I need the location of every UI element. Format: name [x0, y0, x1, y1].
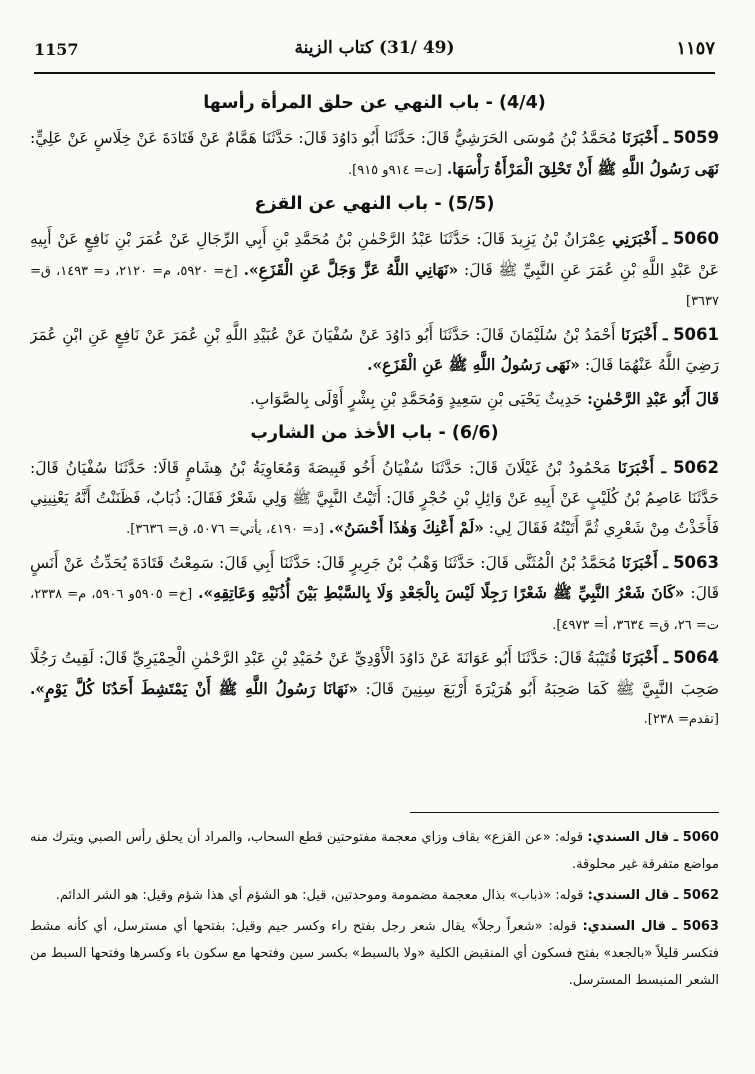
hadith-5059: [30, 123, 719, 185]
hadith-intro: ـ أَخْبَرَنَا: [621, 552, 668, 572]
chapter-heading: (5/5) - باب النهي عن القزع: [254, 194, 495, 214]
page-number-latin: 1157: [34, 40, 79, 59]
hadith-number: 5063: [673, 552, 719, 572]
hadith-matn: «نَهَى رَسُولُ اللَّهِ ﷺ عَنِ الْقَزَعِ».: [367, 355, 580, 374]
footnote-divider: [410, 812, 719, 813]
hadith-5064: [30, 643, 719, 735]
hadith-reference: [تقدم= ٢٣٨].: [643, 712, 719, 727]
hadith-number: 5060: [673, 229, 719, 248]
hadith-5063: [30, 548, 719, 641]
page-header: [34, 32, 715, 74]
hadith-text: مُحَمَّدُ بْنُ مُوسَى الحَرَشِيُّ قَالَ: حَدَّثَنَا أَبُو دَاوُدَ قَالَ: حَدَّثَنَا هَمَّامٌ عَنْ قَتَادَةَ عَنْ خِلَاسٍ عَنْ عَلِيٍّ:: [30, 129, 617, 147]
footnote: [30, 882, 719, 909]
hadith-intro: ـ أَخْبَرَنَا: [617, 458, 667, 477]
hadith-number: 5059: [673, 128, 719, 147]
footnote-text: قوله: «عن القزع» بقاف وزاي معجمة مفتوحتين قطع السحاب، والمراد أن يحلق رأس الصبي ويترك منه مواضع متفرقة غير محلوقة.: [30, 830, 719, 872]
hadith-matn: نَهَى رَسُولُ اللَّهِ ﷺ أَنْ تَحْلِقَ الْمَرْأَةُ رَأْسَهَا.: [446, 158, 719, 178]
chapter-heading: (6/6) - باب الأخذ من الشارب: [250, 423, 499, 443]
footnote-text: قوله: «شعراً رجلاً» يقال شعر رجل بفتح راء وكسر جيم وقيل: بفتحها أي مسترسل، أي كأنه مشط فتكسر قليلاً «بالجعد» بفتح فسكون أي المنقبض الكلية «ولا بالسبط» بكسر سين وفتحها مع سكون باء وكسرها وفتحها السبط من الشعر المنبسط المسترسل.: [30, 919, 719, 988]
footnote-head: 5060 ـ قال السندي:: [587, 830, 719, 845]
footnote-text: قوله: «ذباب» بذال معجمة مضمومة وموحدتين، قيل: هو الشؤم أي هذا شؤم وقيل: هو الشر الدائم.: [55, 888, 584, 903]
hadith-reference: [ت= ٩١٤و ٩١٥].: [348, 162, 442, 178]
footnote: [30, 824, 719, 878]
hadith-5062: [30, 453, 719, 545]
hadith-text: عِمْرَانُ بْنُ يَزِيدَ قَالَ: حَدَّثَنَا عَبْدُ الرَّحْمٰنِ بْنُ مُحَمَّدِ بْنِ أَبِي الرِّجَالِ عَنْ عُمَرَ بْنِ نَافِعٍ عَنْ أَبِيهِ عَنْ عَبْدِ اللَّهِ بْنِ عُمَرَ عَنِ النَّبِيِّ ﷺ قَالَ:: [30, 230, 719, 279]
hadith-matn: «نَهَانَا رَسُولُ اللَّهِ ﷺ أَنْ يَمْتَشِطَ أَحَدُنَا كُلَّ يَوْمٍ».: [30, 678, 359, 698]
page-number-arabic: ١١٥٧: [676, 38, 715, 59]
hadith-text: أَحْمَدُ بْنُ سُلَيْمَانَ قَالَ: حَدَّثَنَا أَبُو دَاوُدَ عَنْ سُفْيَانَ عَنْ عُبَيْدِ اللَّهِ بْنِ عُمَرَ عَنْ نَافِعٍ عَنِ ابْنِ عُمَرَ رَضِيَ اللَّهُ عَنْهُمَا قَالَ:: [30, 325, 719, 374]
hadith-intro: ـ أَخْبَرَنِي: [612, 229, 668, 248]
author-comment-text: حَدِيثُ يَحْيَى بْنِ سَعِيدٍ وَمُحَمَّدِ بْنِ بِشْرٍ أَوْلَى بِالصَّوَابِ.: [250, 389, 583, 408]
hadith-number: 5064: [673, 648, 719, 667]
hadith-reference: [د= ٤١٩٠، يأتي= ٥٠٧٦، ق= ٣٦٣٦].: [126, 522, 324, 537]
footnote-head: 5063 ـ قال السندي:: [582, 919, 719, 934]
hadith-intro: ـ أَخْبَرَنَا: [621, 128, 669, 147]
hadith-reference: [خ= ٥٩٠٥و ٥٩٠٦، م= ٢٣٣٨، ت= ٢٦، ق= ٣٦٣٤، أ= ٤٩٧٣].: [30, 587, 719, 633]
chapter-heading: (4/4) - باب النهي عن حلق المرأة رأسها: [203, 93, 546, 113]
hadith-matn: «نَهَانِي اللَّهُ عَزَّ وَجَلَّ عَنِ الْقَزَعِ».: [243, 259, 459, 279]
hadith-number: 5061: [673, 324, 719, 344]
footnote: [30, 913, 719, 994]
hadith-number: 5062: [673, 458, 719, 477]
hadith-text: مَحْمُودُ بْنُ غَيْلَانَ قَالَ: حَدَّثَنَا سُفْيَانُ أَخُو قَبِيصَةَ وَمُعَاوِيَةُ بْنُ هِشَامٍ قَالَا: حَدَّثَنَا سُفْيَانُ قَالَ: حَدَّثَنَا عَاصِمُ بْنُ كُلَيْبٍ عَنْ أَبِيهِ عَنْ وَائِلِ بْنِ حُجْرٍ قَالَ: أَتَيْتُ النَّبِيَّ ﷺ وَلِي شَعْرٌ فَقَالَ: ذُبَابٌ، فَظَنَنْتُ أَنَّهُ يَعْنِينِي فَأَخَذْتُ مِنْ شَعْرِي ثُمَّ أَتَيْتُهُ فَقَالَ لِي:: [30, 459, 719, 537]
hadith-5060: [30, 224, 719, 317]
author-comment: [30, 384, 719, 415]
hadith-matn: «كَانَ شَعْرُ النَّبِيِّ ﷺ شَعْرًا رَجِلًا لَيْسَ بِالْجَعْدِ وَلَا بِالسَّبْطِ بَيْنَ أُذُنَيْهِ وَعَاتِقِهِ».: [198, 583, 685, 602]
footnote-head: 5062 ـ قال السندي:: [587, 888, 719, 903]
author-comment-label: قَالَ أَبُو عَبْدِ الرَّحْمٰنِ:: [587, 388, 719, 408]
hadith-text: قُتَيْبَةُ قَالَ: حَدَّثَنَا أَبُو عَوَانَةَ عَنْ دَاوُدَ الْأَوْدِيِّ عَنْ حُمَيْدِ بْنِ عَبْدِ الرَّحْمٰنِ الْحِمْيَرِيِّ قَالَ: لَقِيتُ رَجُلًا صَحِبَ النَّبِيَّ ﷺ كَمَا صَحِبَهُ أَبُو هُرَيْرَةَ أَرْبَعَ سِنِينَ قَالَ:: [30, 649, 719, 698]
running-title: (49 /31) كتاب الزينة: [294, 38, 455, 58]
main-text: [30, 84, 719, 798]
hadith-text: مُحَمَّدُ بْنُ الْمُثَنَّى قَالَ: حَدَّثَنَا وَهْبُ بْنُ جَرِيرٍ قَالَ: حَدَّثَنَا أَبِي قَالَ: سَمِعْتُ قَتَادَةَ يُحَدِّثُ عَنْ أَنَسٍ قَالَ:: [30, 553, 719, 602]
hadith-intro: ـ أَخْبَرَنَا: [621, 648, 669, 667]
hadith-reference: [خ= ٥٩٢٠، م= ٢١٢٠، د= ١٤٩٣، ق= ٣٦٣٧]: [30, 263, 719, 309]
hadith-5061: [30, 320, 719, 381]
hadith-intro: ـ أَخْبَرَنَا: [620, 324, 668, 344]
hadith-matn: «لَمْ أَعْنِكَ وَهٰذَا أَحْسَنُ».: [328, 518, 484, 537]
footnotes: [30, 824, 719, 1060]
